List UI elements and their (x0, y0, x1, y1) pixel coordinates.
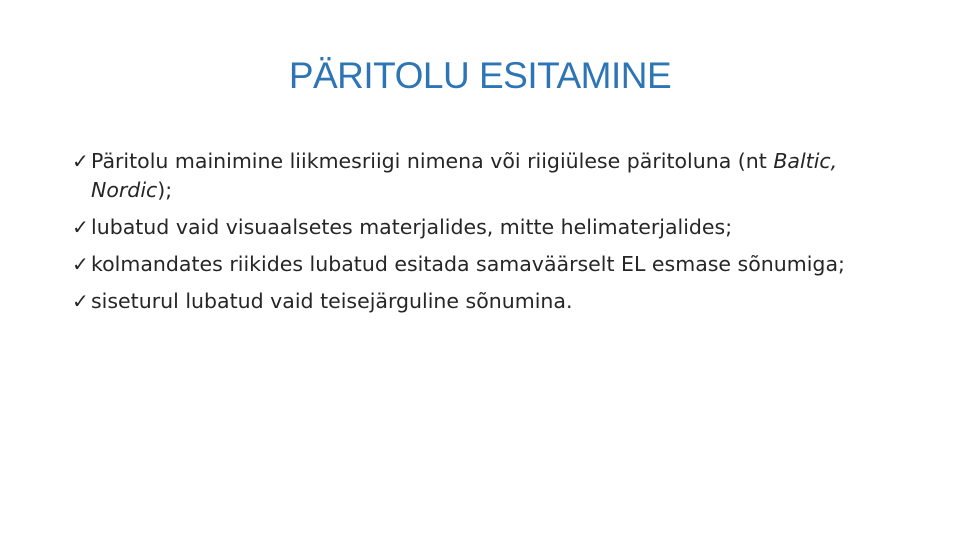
slide-title: PÄRITOLU ESITAMINE (288, 55, 672, 96)
check-mark-icon: ✓ (72, 252, 89, 276)
bullet-item (72, 250, 892, 279)
bullet-list (72, 147, 892, 324)
check-mark-icon: ✓ (72, 149, 89, 173)
bullet-item (72, 287, 892, 316)
bullet-text: ); (157, 178, 173, 202)
bullet-text: kolmandates riikides lubatud esitada samaväärselt EL esmase sõnumiga; (91, 252, 845, 276)
bullet-text: lubatud vaid visuaalsetes materjalides, mitte helimaterjalides; (91, 215, 733, 239)
bullet-text: Päritolu mainimine liikmesriigi nimena või riigiülese päritoluna (nt (91, 149, 774, 173)
bullet-item (72, 213, 892, 242)
bullet-text-italic: Baltic, Nordic (91, 149, 838, 202)
check-mark-icon: ✓ (72, 289, 89, 313)
check-mark-icon: ✓ (72, 215, 89, 239)
bullet-text: siseturul lubatud vaid teisejärguline sõnumina. (91, 289, 573, 313)
bullet-item (72, 147, 892, 205)
